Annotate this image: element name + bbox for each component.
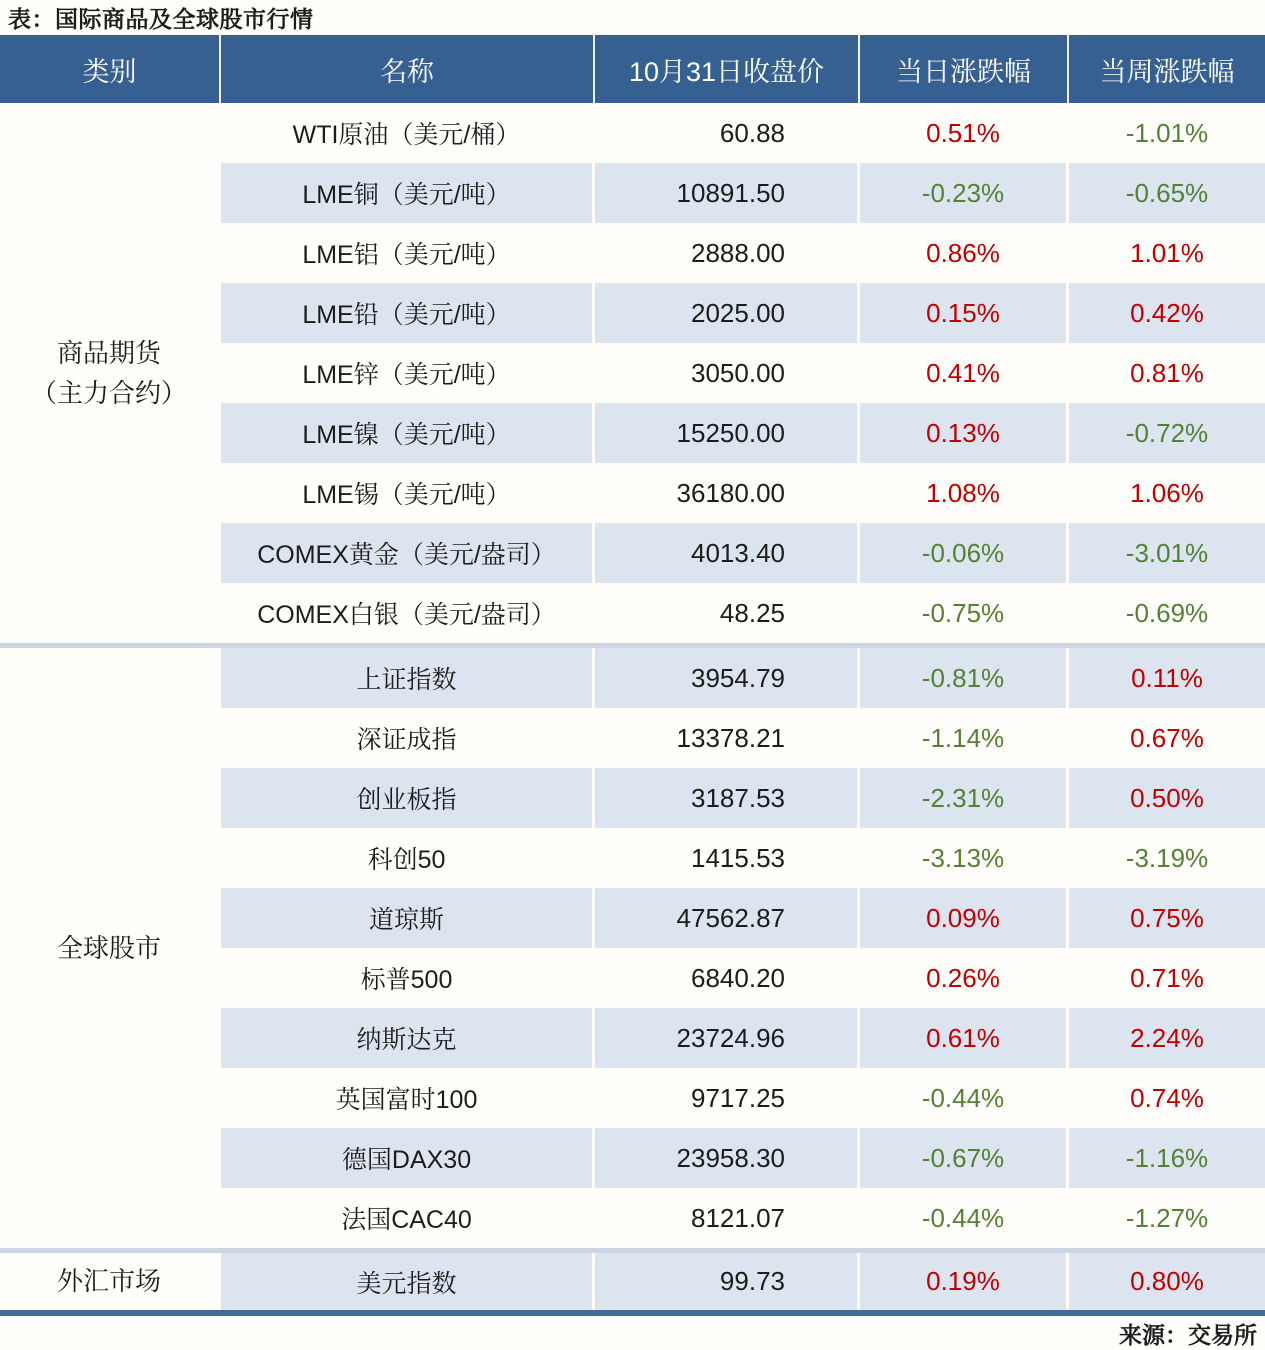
table-row xyxy=(221,648,1265,708)
section-global-stocks xyxy=(0,648,1265,1248)
instrument-name: LME铝（美元/吨） xyxy=(221,223,595,283)
table-row xyxy=(221,1128,1265,1188)
week-change: 0.67% xyxy=(1130,722,1204,753)
day-change: -0.44% xyxy=(860,1188,1069,1248)
day-change: 0.09% xyxy=(860,888,1069,948)
week-change: -3.01% xyxy=(1125,537,1209,568)
close-price: 47562.87 xyxy=(595,888,860,948)
week-change: 0.50% xyxy=(1130,782,1204,813)
close-price: 6840.20 xyxy=(595,948,860,1008)
close-price: 60.88 xyxy=(595,103,860,163)
day-change: 0.41% xyxy=(860,343,1069,403)
table-row xyxy=(221,768,1265,828)
week-change: 0.80% xyxy=(1130,1266,1204,1296)
header-name: 名称 xyxy=(221,35,595,103)
close-price: 2888.00 xyxy=(595,223,860,283)
page-title: 表：国际商品及全球股市行情 xyxy=(8,6,314,32)
week-change: -0.69% xyxy=(1125,597,1209,628)
day-change: -2.31% xyxy=(860,768,1069,828)
instrument-name: 德国DAX30 xyxy=(221,1128,595,1188)
table-row xyxy=(221,163,1265,223)
close-price: 36180.00 xyxy=(595,463,860,523)
close-price: 10891.50 xyxy=(595,163,860,223)
week-change: 0.81% xyxy=(1130,357,1204,388)
close-price: 23958.30 xyxy=(595,1128,860,1188)
category-label: 商品期货 xyxy=(56,337,161,368)
close-price: 8121.07 xyxy=(595,1188,860,1248)
category-cell-fx-market xyxy=(0,1253,221,1310)
day-change: -1.14% xyxy=(860,708,1069,768)
week-change: 0.11% xyxy=(1131,662,1203,693)
instrument-name: 英国富时100 xyxy=(221,1068,595,1128)
instrument-name: 标普500 xyxy=(221,948,595,1008)
title-bar xyxy=(0,0,1265,35)
close-price: 1415.53 xyxy=(595,828,860,888)
instrument-name: 法国CAC40 xyxy=(221,1188,595,1248)
close-price: 13378.21 xyxy=(595,708,860,768)
week-change: 0.75% xyxy=(1130,902,1204,933)
table-row xyxy=(221,948,1265,1008)
instrument-name: 纳斯达克 xyxy=(221,1008,595,1068)
category-cell-global-stocks xyxy=(0,648,221,1248)
close-price: 48.25 xyxy=(595,583,860,643)
instrument-name: COMEX黄金（美元/盎司） xyxy=(221,523,595,583)
day-change: -3.13% xyxy=(860,828,1069,888)
close-price: 3050.00 xyxy=(595,343,860,403)
table-row xyxy=(221,103,1265,163)
day-change: 0.13% xyxy=(860,403,1069,463)
day-change: -0.67% xyxy=(860,1128,1069,1188)
close-price: 9717.25 xyxy=(595,1068,860,1128)
table-header-row xyxy=(0,35,1265,103)
section-fx-market xyxy=(0,1253,1265,1310)
instrument-name: LME镍（美元/吨） xyxy=(221,403,595,463)
close-price: 23724.96 xyxy=(595,1008,860,1068)
instrument-name: WTI原油（美元/桶） xyxy=(221,103,595,163)
table-row xyxy=(221,283,1265,343)
close-price: 2025.00 xyxy=(595,283,860,343)
week-change: 0.71% xyxy=(1130,962,1204,993)
table-row xyxy=(221,1253,1265,1310)
day-change: 0.15% xyxy=(860,283,1069,343)
table-row xyxy=(221,403,1265,463)
day-change: 0.26% xyxy=(860,948,1069,1008)
close-price: 4013.40 xyxy=(595,523,860,583)
table-row xyxy=(221,1008,1265,1068)
week-change: -3.19% xyxy=(1125,842,1209,873)
instrument-name: 创业板指 xyxy=(221,768,595,828)
header-category: 类别 xyxy=(0,35,221,103)
table-row xyxy=(221,523,1265,583)
stock-rows xyxy=(221,648,1265,1248)
category-cell-commodity-futures xyxy=(0,103,221,643)
week-change: -0.72% xyxy=(1125,417,1209,448)
instrument-name: LME锡（美元/吨） xyxy=(221,463,595,523)
instrument-name: 上证指数 xyxy=(221,648,595,708)
table-row xyxy=(221,708,1265,768)
week-change: 1.01% xyxy=(1130,237,1204,268)
instrument-name: LME锌（美元/吨） xyxy=(221,343,595,403)
table-row xyxy=(221,828,1265,888)
week-change: 1.06% xyxy=(1130,477,1204,508)
day-change: -0.23% xyxy=(860,163,1069,223)
close-price: 3954.79 xyxy=(595,648,860,708)
table-row xyxy=(221,1068,1265,1128)
instrument-name: LME铜（美元/吨） xyxy=(221,163,595,223)
week-change: 2.24% xyxy=(1130,1022,1204,1053)
instrument-name: 深证成指 xyxy=(221,708,595,768)
week-change: -1.27% xyxy=(1125,1202,1209,1233)
day-change: 0.19% xyxy=(860,1253,1069,1310)
instrument-name: 美元指数 xyxy=(221,1253,595,1310)
table-row xyxy=(221,223,1265,283)
header-day-change: 当日涨跌幅 xyxy=(860,35,1069,103)
day-change: -0.75% xyxy=(860,583,1069,643)
day-change: 0.61% xyxy=(860,1008,1069,1068)
close-price: 99.73 xyxy=(595,1253,860,1310)
category-label: 外汇市场 xyxy=(56,1266,161,1297)
close-price: 15250.00 xyxy=(595,403,860,463)
table-row xyxy=(221,343,1265,403)
section-commodity-futures xyxy=(0,103,1265,643)
week-change: -1.01% xyxy=(1125,117,1209,148)
header-close-price: 10月31日收盘价 xyxy=(595,35,860,103)
week-change: 0.42% xyxy=(1130,297,1204,328)
table-row xyxy=(221,888,1265,948)
instrument-name: 道琼斯 xyxy=(221,888,595,948)
category-sublabel: （主力合约） xyxy=(30,378,187,408)
table-row xyxy=(221,583,1265,643)
close-price: 3187.53 xyxy=(595,768,860,828)
week-change: -0.65% xyxy=(1125,177,1209,208)
day-change: -0.81% xyxy=(860,648,1069,708)
table-row xyxy=(221,1188,1265,1248)
commodity-rows xyxy=(221,103,1265,643)
fx-rows xyxy=(221,1253,1265,1310)
instrument-name: COMEX白银（美元/盎司） xyxy=(221,583,595,643)
day-change: 1.08% xyxy=(860,463,1069,523)
category-label: 全球股市 xyxy=(56,932,161,963)
header-week-change: 当周涨跌幅 xyxy=(1099,56,1235,87)
instrument-name: LME铅（美元/吨） xyxy=(221,283,595,343)
day-change: 0.86% xyxy=(860,223,1069,283)
source-label: 来源：交易所 xyxy=(1119,1321,1257,1348)
day-change: -0.06% xyxy=(860,523,1069,583)
week-change: 0.74% xyxy=(1130,1082,1204,1113)
table-row xyxy=(221,463,1265,523)
day-change: -0.44% xyxy=(860,1068,1069,1128)
day-change: 0.51% xyxy=(860,103,1069,163)
footer xyxy=(0,1316,1265,1350)
instrument-name: 科创50 xyxy=(221,828,595,888)
week-change: -1.16% xyxy=(1125,1142,1209,1173)
